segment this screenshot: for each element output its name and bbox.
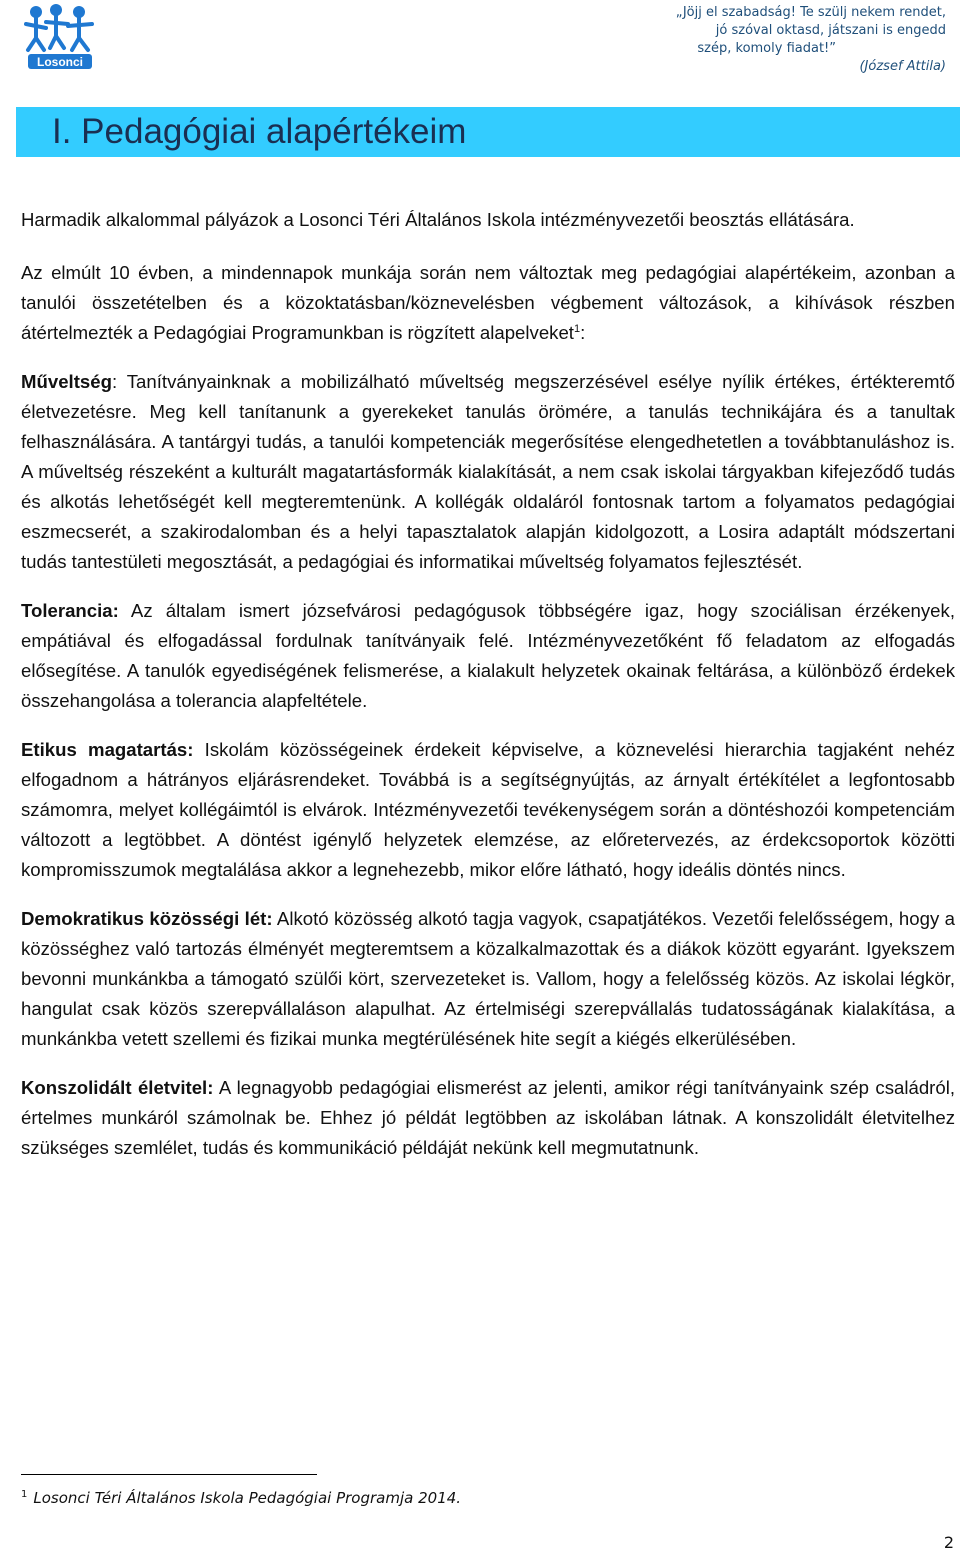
demokratikus-text: Alkotó közösség alkotó tagja vagyok, csapatjátékos. Vezetői felelősségem, hogy a közösséghez való tartozás élményét megteremtsem a közalkalmazottak és a diákok között egyaránt. Igyekszem bevonni munkánkba a támogató szülői kört, szervezeteket is. Vallom, hogy a felelősség közös. Az iskolai légkör, hangulat csak közös szerepvállaláson alapulhat. Az értelmiségi szerepvállalás tudatosságának kialakítása, a munkánkba vetett szellemi és fizikai munka megtérülésének hite segít a kiégés elkerülésében. xyxy=(21,908,955,1049)
footnote-marker: 1 xyxy=(21,1489,28,1500)
footnote xyxy=(21,1489,461,1507)
paragraph-etikus xyxy=(21,735,955,885)
footnote-text: Losonci Téri Általános Iskola Pedagógiai Programja 2014. xyxy=(33,1489,462,1507)
footnote-divider xyxy=(21,1474,317,1475)
section-title-banner xyxy=(16,107,960,157)
paragraph-values-change xyxy=(21,258,955,348)
paragraph-muveltseg xyxy=(21,367,955,577)
konszolidalt-text: A legnagyobb pedagógiai elismerést az jelenti, amikor régi tanítványaink szép családról, értelmes munkáról számolnak be. Ehhez jó példát legtöbben az iskolában látnak. A konszolidált életvitelhez szükséges szemlélet, tudás és kommunikáció példáját nekünk kell megmutatnunk. xyxy=(21,1077,955,1158)
header-quote xyxy=(606,4,946,76)
paragraph-values-colon: : xyxy=(580,322,586,343)
muveltseg-label: Műveltség xyxy=(21,371,112,392)
etikus-text: Iskolám közösségeinek érdekeit képviselve, a köznevelési hierarchia tagjaként nehéz elfogadnom a hátrányos eljárásrendeket. Továbbá is a segítségnyújtás, az árnyalt értékítélet a legfontosabb számomra, melyet kollégáimtól is elvárok. Intézményvezetői tevékenységem során a döntéshozói kompetenciám változott a legtöbbet. A döntést igénylő helyzetek elemzése, az előretervezés, az érdekcsoportok közötti kompromisszumok megtalálása akkor a legnehezebb, mikor előre látható, hogy ideális döntés nincs. xyxy=(21,739,956,880)
tolerancia-text: Az általam ismert józsefvárosi pedagógusok többségére igaz, hogy szociálisan érzékenyek, empátiával és elfogadással fordulnak tanítványaik felé. Intézményvezetőként fő feladatom az elfogadás elősegítése. A tanulók egyediségének felismerése, a kialakult helyzetek okainak feltárása, a különböző érdekek összehangolása a tolerancia alapfeltétele. xyxy=(21,600,955,711)
logo-text: Losonci xyxy=(36,55,84,69)
demokratikus-label: Demokratikus közösségi lét: xyxy=(21,908,273,929)
quote-line-3: szép, komoly fiadat!” xyxy=(697,41,836,56)
paragraph-demokratikus xyxy=(21,904,955,1054)
tolerancia-label: Tolerancia: xyxy=(21,600,119,621)
paragraph-tolerancia xyxy=(21,596,955,716)
quote-line-1: „Jöjj el szabadság! Te szülj nekem rendet, xyxy=(675,5,946,20)
konszolidalt-label: Konszolidált életvitel: xyxy=(21,1077,214,1098)
paragraph-intro: Harmadik alkalommal pályázok a Losonci Téri Általános Iskola intézményvezetői beosztás ellátására. xyxy=(21,209,855,230)
paragraph-konszolidalt xyxy=(21,1073,955,1163)
muveltseg-text: : Tanítványainknak a mobilizálható műveltség megszerzésével esélye nyílik értékes, értékteremtő életvezetésre. Meg kell tanítanunk a gyerekeket tanulás örömére, a tanulás technikájára és a tanultak felhasználására. A tantárgyi tudás, a tanulói kompetenciák megerősítése elengedhetetlen a továbbtanuláshoz is. A műveltség részeként a kulturált magatartásformák kialakítását, a nem csak iskolai tárgyakban kifejeződő tudás és alkotás lehetőségét kell megteremtenünk. A kollégák oldaláról fontosnak tartom a folyamatos pedagógiai eszmecserét, a szakirodalomban és a helyi tapasztalatok alapján kidolgozott, a Losira adaptált módszertani tudás tantestületi megosztását, a pedagógiai és informatikai műveltség folyamatos fejlesztését. xyxy=(21,371,955,572)
page-number: 2 xyxy=(943,1533,954,1552)
document-body xyxy=(21,205,955,1163)
section-title: I. Pedagógiai alapértékeim xyxy=(52,112,467,151)
footnote-reference: 1 xyxy=(573,322,581,335)
paragraph-values-text: Az elmúlt 10 évben, a mindennapok munkája során nem változtak meg pedagógiai alapértékeim, azonban a tanulói összetételben és a közoktatásban/köznevelésben végbement változások, a kihívások részben átértelmezték a Pedagógiai Programunkban is rögzített alapelveket xyxy=(21,262,955,343)
etikus-label: Etikus magatartás: xyxy=(21,739,194,760)
school-logo xyxy=(22,2,100,70)
quote-author: (József Attila) xyxy=(859,59,946,74)
quote-line-2: jó szóval oktasd, játszani is engedd xyxy=(715,23,946,38)
children-figures-logo-icon xyxy=(22,2,100,70)
